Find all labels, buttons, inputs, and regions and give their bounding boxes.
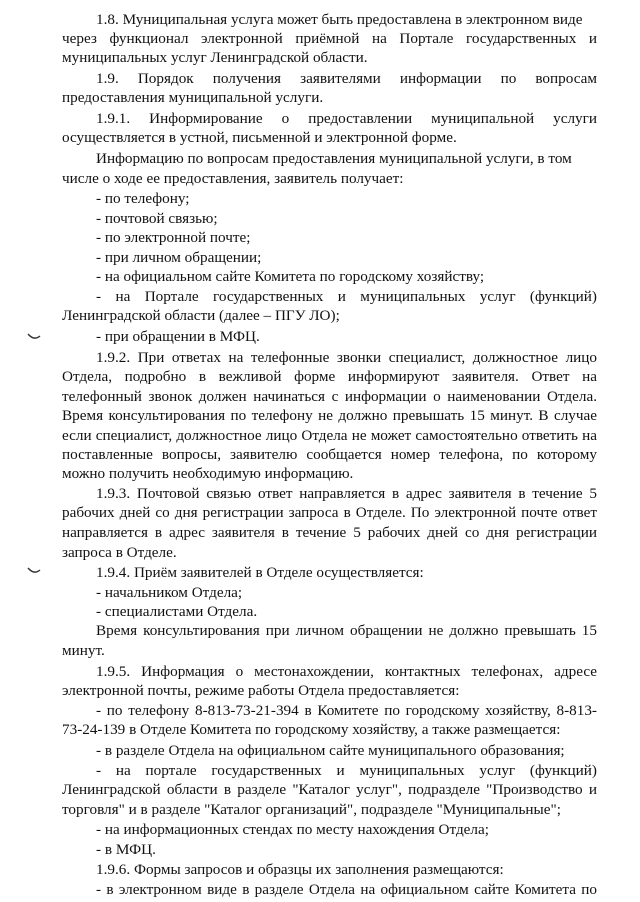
list-item: - на портале государственных и муниципальных услуг (функций) — [96, 762, 597, 779]
text-line: направляется в адрес заявителя в течение 5 рабочих дней со дня регистрации — [62, 524, 597, 541]
list-item: - почтовой связью; — [96, 210, 218, 227]
text-line: 1.8. Муниципальная услуга может быть предоставлена в электронном виде — [96, 11, 583, 28]
text-line: телефонный звонок должен начинаться с информации о наименовании Отдела. — [62, 388, 597, 405]
list-item: - при обращении в МФЦ. — [96, 328, 260, 345]
list-item: - по электронной почте; — [96, 229, 251, 246]
text-line: осуществляется в устной, письменной и электронной форме. — [62, 129, 457, 146]
text-line: рабочих дней со дня регистрации запроса в Отделе. По электронной почте ответ — [62, 504, 597, 521]
list-item: - на официальном сайте Комитета по городскому хозяйству; — [96, 268, 485, 285]
list-item: - на Портале государственных и муниципальных услуг (функций) — [96, 288, 597, 305]
text-line: числе о ходе ее предоставления, заявитель получает: — [62, 170, 404, 187]
text-line: 1.9.6. Формы запросов и образцы их заполнения размещаются: — [96, 861, 504, 878]
list-item: - начальником Отдела; — [96, 584, 243, 601]
scan-mark-icon — [27, 567, 41, 575]
text-line: Отдела, подробно в вежливой форме информируют заявителя. Ответ на — [62, 368, 597, 385]
text-line: через функционал электронной приёмной на Портале государственных и — [62, 30, 597, 47]
scan-mark-icon — [27, 333, 41, 341]
text-line: 1.9.4. Приём заявителей в Отделе осуществляется: — [96, 564, 424, 581]
text-line: можно получить необходимую информацию. — [62, 465, 354, 482]
list-item: - в разделе Отдела на официальном сайте муниципального образования; — [96, 742, 565, 759]
text-line: муниципальных услуг Ленинградской области. — [62, 49, 368, 66]
text-line: 1.9.2. При ответах на телефонные звонки специалист, должностное лицо — [96, 349, 597, 366]
list-item: - специалистами Отдела. — [96, 603, 258, 620]
text-line: электронной почты, режиме работы Отдела предоставляется: — [62, 682, 460, 699]
text-line: Время консультирования при личном обращении не должно превышать 15 — [96, 622, 597, 639]
text-line: 1.9. Порядок получения заявителями информации по вопросам — [96, 70, 597, 87]
text-line: торговля" и в разделе "Каталог организаций", подразделе "Муниципальные"; — [62, 801, 561, 818]
text-line: предоставления муниципальной услуги. — [62, 89, 324, 106]
text-line: 1.9.3. Почтовой связью ответ направляется в адрес заявителя в течение 5 — [96, 485, 597, 502]
list-item: - при личном обращении; — [96, 249, 262, 266]
list-item: - по телефону 8-813-73-21-394 в Комитете по городскому хозяйству, 8-813- — [96, 702, 597, 719]
text-line: минут. — [62, 642, 105, 659]
text-line: Информацию по вопросам предоставления муниципальной услуги, в том — [96, 150, 572, 167]
text-line: 1.9.1. Информирование о предоставлении муниципальной услуги — [96, 110, 597, 127]
text-line: 1.9.5. Информация о местонахождении, контактных телефонах, адресе — [96, 663, 597, 680]
text-line: Ленинградской области в разделе "Каталог услуг", подразделе "Производство и — [62, 781, 597, 798]
text-line: Ленинградской области (далее – ПГУ ЛО); — [62, 307, 340, 324]
text-line: запроса в Отделе. — [62, 544, 177, 561]
list-item: - в МФЦ. — [96, 841, 156, 858]
text-line: 73-24-139 в Отделе Комитета по городскому хозяйству, а также размещается: — [62, 721, 561, 738]
text-line: Время консультирования по телефону не должно превышать 15 минут. В случае — [62, 407, 597, 424]
list-item: - в электронном виде в разделе Отдела на официальном сайте Комитета по — [96, 881, 597, 898]
list-item: - на информационных стендах по месту нахождения Отдела; — [96, 821, 489, 838]
text-line: поставленные вопросы, заявителю сообщается номер телефона, по которому — [62, 446, 597, 463]
text-line: если специалист, должностное лицо Отдела не может самостоятельно ответить на — [62, 427, 597, 444]
list-item: - по телефону; — [96, 190, 190, 207]
